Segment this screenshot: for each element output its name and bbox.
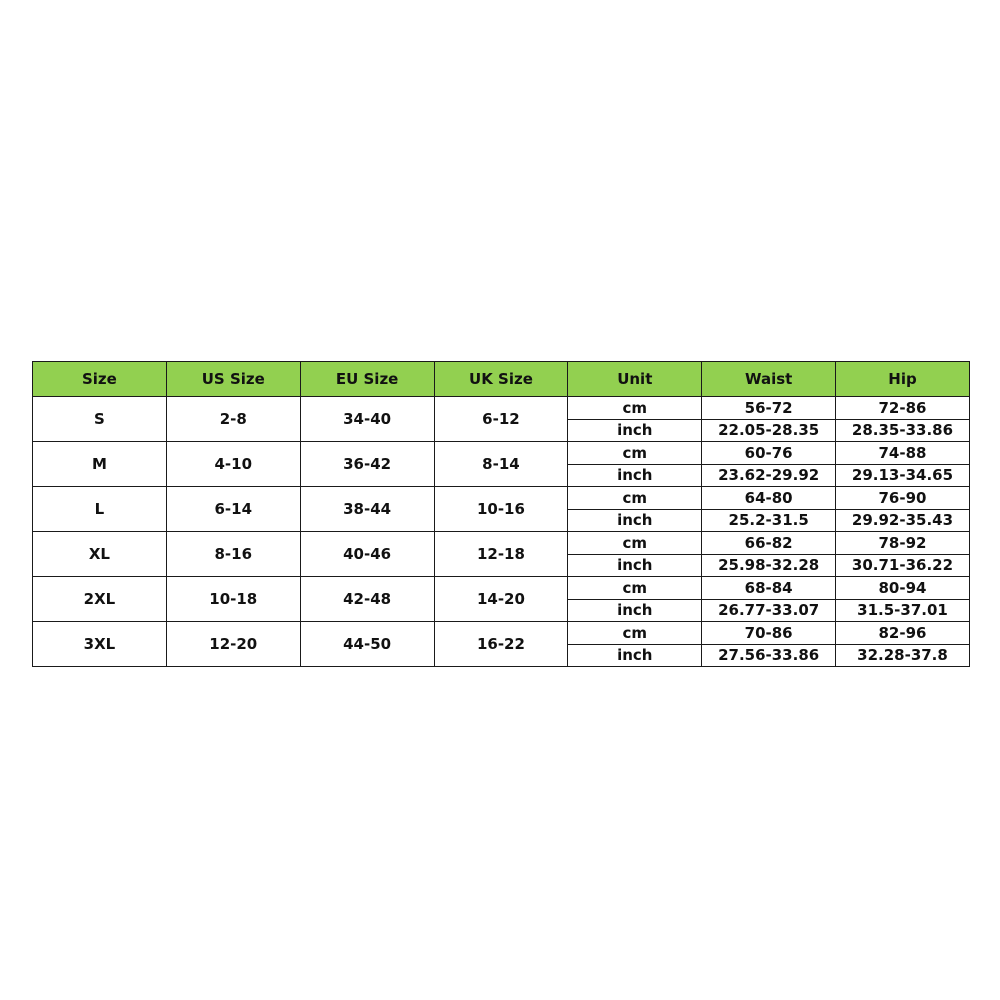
unit-cell: cm — [568, 622, 702, 645]
uk-size-cell: 12-18 — [434, 532, 568, 577]
uk-size-cell: 14-20 — [434, 577, 568, 622]
waist-cell: 27.56-33.86 — [702, 644, 836, 667]
hip-cell: 29.92-35.43 — [836, 509, 970, 532]
table-row — [33, 487, 970, 510]
waist-cell: 26.77-33.07 — [702, 599, 836, 622]
header-eu-size: EU Size — [300, 362, 434, 397]
waist-cell: 60-76 — [702, 442, 836, 465]
header-hip: Hip — [836, 362, 970, 397]
table-row — [33, 532, 970, 555]
header-waist: Waist — [702, 362, 836, 397]
header-us-size: US Size — [166, 362, 300, 397]
unit-cell: cm — [568, 577, 702, 600]
size-cell: XL — [33, 532, 167, 577]
uk-size-cell: 6-12 — [434, 397, 568, 442]
unit-cell: cm — [568, 487, 702, 510]
hip-cell: 32.28-37.8 — [836, 644, 970, 667]
unit-cell: inch — [568, 464, 702, 487]
hip-cell: 78-92 — [836, 532, 970, 555]
hip-cell: 28.35-33.86 — [836, 419, 970, 442]
hip-cell: 80-94 — [836, 577, 970, 600]
eu-size-cell: 34-40 — [300, 397, 434, 442]
eu-size-cell: 42-48 — [300, 577, 434, 622]
table-row — [33, 577, 970, 600]
us-size-cell: 6-14 — [166, 487, 300, 532]
eu-size-cell: 36-42 — [300, 442, 434, 487]
eu-size-cell: 44-50 — [300, 622, 434, 667]
uk-size-cell: 8-14 — [434, 442, 568, 487]
header-size: Size — [33, 362, 167, 397]
size-cell: L — [33, 487, 167, 532]
size-chart-table — [32, 361, 970, 667]
unit-cell: inch — [568, 509, 702, 532]
unit-cell: inch — [568, 554, 702, 577]
us-size-cell: 8-16 — [166, 532, 300, 577]
table-row — [33, 442, 970, 465]
size-cell: 3XL — [33, 622, 167, 667]
uk-size-cell: 16-22 — [434, 622, 568, 667]
hip-cell: 31.5-37.01 — [836, 599, 970, 622]
waist-cell: 68-84 — [702, 577, 836, 600]
waist-cell: 23.62-29.92 — [702, 464, 836, 487]
size-cell: M — [33, 442, 167, 487]
waist-cell: 56-72 — [702, 397, 836, 420]
table-row — [33, 622, 970, 645]
unit-cell: inch — [568, 599, 702, 622]
size-cell: 2XL — [33, 577, 167, 622]
us-size-cell: 10-18 — [166, 577, 300, 622]
header-row — [33, 362, 970, 397]
eu-size-cell: 40-46 — [300, 532, 434, 577]
waist-cell: 22.05-28.35 — [702, 419, 836, 442]
hip-cell: 74-88 — [836, 442, 970, 465]
table-row — [33, 397, 970, 420]
header-unit: Unit — [568, 362, 702, 397]
waist-cell: 64-80 — [702, 487, 836, 510]
uk-size-cell: 10-16 — [434, 487, 568, 532]
hip-cell: 72-86 — [836, 397, 970, 420]
us-size-cell: 4-10 — [166, 442, 300, 487]
waist-cell: 66-82 — [702, 532, 836, 555]
waist-cell: 25.98-32.28 — [702, 554, 836, 577]
unit-cell: cm — [568, 442, 702, 465]
hip-cell: 29.13-34.65 — [836, 464, 970, 487]
unit-cell: cm — [568, 397, 702, 420]
waist-cell: 25.2-31.5 — [702, 509, 836, 532]
eu-size-cell: 38-44 — [300, 487, 434, 532]
header-uk-size: UK Size — [434, 362, 568, 397]
unit-cell: inch — [568, 644, 702, 667]
size-cell: S — [33, 397, 167, 442]
unit-cell: inch — [568, 419, 702, 442]
hip-cell: 76-90 — [836, 487, 970, 510]
hip-cell: 30.71-36.22 — [836, 554, 970, 577]
us-size-cell: 12-20 — [166, 622, 300, 667]
waist-cell: 70-86 — [702, 622, 836, 645]
unit-cell: cm — [568, 532, 702, 555]
hip-cell: 82-96 — [836, 622, 970, 645]
us-size-cell: 2-8 — [166, 397, 300, 442]
